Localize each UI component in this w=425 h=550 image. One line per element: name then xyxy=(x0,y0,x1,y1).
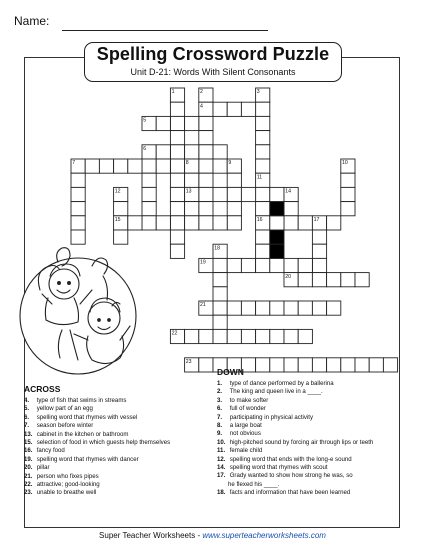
grid-cell[interactable] xyxy=(270,216,284,230)
grid-number: 6 xyxy=(143,146,147,152)
clue-number: 6. xyxy=(24,413,30,421)
grid-cell[interactable] xyxy=(213,187,227,201)
grid-cell[interactable] xyxy=(256,244,270,258)
clue-text-continued: he flexed his ____. xyxy=(228,480,280,488)
clue-text: type of dance performed by a ballerina xyxy=(228,380,334,387)
grid-cell[interactable] xyxy=(142,187,156,201)
grid-cell[interactable] xyxy=(270,301,284,315)
grid-cell[interactable] xyxy=(227,187,241,201)
grid-cell[interactable] xyxy=(213,329,227,343)
across-clue xyxy=(24,447,214,455)
grid-number: 11 xyxy=(256,174,263,181)
page-title: Spelling Crossword Puzzle xyxy=(96,44,330,64)
grid-cell[interactable] xyxy=(241,329,255,343)
clue-text: The king and queen live in a ____. xyxy=(228,388,323,396)
grid-cell[interactable] xyxy=(142,159,156,173)
down-clue xyxy=(217,422,417,430)
grid-number: 15 xyxy=(114,217,121,223)
clue-text: type of fish that swims in streams xyxy=(35,397,127,404)
clue-text: pillar xyxy=(35,464,50,472)
grid-cell[interactable] xyxy=(213,258,227,272)
grid-cell[interactable] xyxy=(341,187,355,201)
grid-cell[interactable] xyxy=(199,159,213,173)
grid-cell[interactable] xyxy=(156,116,170,130)
grid-cell-blocked xyxy=(270,244,284,258)
grid-number: 10 xyxy=(342,160,348,167)
grid-number: 19 xyxy=(200,259,206,266)
clue-text: full of wonder xyxy=(228,405,266,413)
grid-cell[interactable] xyxy=(284,329,298,343)
down-clue xyxy=(217,472,417,489)
across-clue xyxy=(24,489,214,497)
clue-number: 21. xyxy=(24,472,33,480)
grid-cell[interactable] xyxy=(71,230,85,244)
grid-number: 23 xyxy=(185,359,192,365)
grid-cell[interactable] xyxy=(298,301,312,315)
clue-number: 22. xyxy=(24,481,33,489)
clue-number: 20. xyxy=(24,464,33,472)
grid-number: 8 xyxy=(185,160,189,167)
down-clue xyxy=(217,439,417,447)
grid-cell[interactable] xyxy=(142,173,156,187)
across-clue xyxy=(24,405,214,413)
down-clue xyxy=(217,405,417,413)
grid-cell[interactable] xyxy=(256,301,270,315)
clue-number: 15. xyxy=(24,439,33,447)
grid-number: 2 xyxy=(200,89,203,96)
grid-cell[interactable] xyxy=(99,159,113,173)
grid-cell[interactable] xyxy=(71,216,85,230)
grid-number: 7 xyxy=(72,160,76,167)
clue-text: spelling word that rhymes with dancer xyxy=(35,455,139,463)
footer xyxy=(0,531,425,540)
footer-separator: - xyxy=(195,531,203,540)
grid-cell[interactable] xyxy=(170,159,184,173)
grid-number: 22 xyxy=(171,330,178,337)
grid-cell[interactable] xyxy=(312,273,326,287)
down-clue xyxy=(217,430,417,438)
grid-cell[interactable] xyxy=(227,216,241,230)
across-clues xyxy=(24,384,214,498)
grid-cell[interactable] xyxy=(241,187,255,201)
grid-cell[interactable] xyxy=(241,102,255,116)
down-clue xyxy=(217,388,417,396)
grid-cell[interactable] xyxy=(199,216,213,230)
clue-number: 10. xyxy=(217,438,226,446)
grid-cell[interactable] xyxy=(213,273,227,287)
grid-cell[interactable] xyxy=(284,216,298,230)
grid-cell[interactable] xyxy=(71,202,85,216)
grid-cell[interactable] xyxy=(213,315,227,329)
clue-number: 3. xyxy=(217,396,223,404)
grid-number: 9 xyxy=(228,160,232,167)
grid-cell[interactable] xyxy=(256,258,270,272)
clue-text: female child xyxy=(228,447,263,455)
grid-cell[interactable] xyxy=(213,301,227,315)
grid-cell[interactable] xyxy=(270,187,284,201)
clue-text: high-pitched sound by forcing air through lips or teeth xyxy=(228,438,374,446)
across-clue xyxy=(24,473,214,481)
grid-cell-blocked xyxy=(270,230,284,244)
clue-number: 11. xyxy=(217,447,226,455)
down-clue xyxy=(217,456,417,464)
grid-cell[interactable] xyxy=(170,116,184,130)
clue-number: 4. xyxy=(24,397,30,404)
grid-cell-blocked xyxy=(270,202,284,216)
grid-cell[interactable] xyxy=(312,244,326,258)
grid-cell[interactable] xyxy=(241,258,255,272)
grid-cell[interactable] xyxy=(227,173,241,187)
grid-cell[interactable] xyxy=(241,301,255,315)
grid-cell[interactable] xyxy=(213,287,227,301)
grid-cell[interactable] xyxy=(298,216,312,230)
clue-text: fancy food xyxy=(35,447,65,455)
grid-cell[interactable] xyxy=(256,329,270,343)
grid-number: 12 xyxy=(114,188,121,195)
kids-illustration xyxy=(20,248,136,374)
grid-cell[interactable] xyxy=(199,329,213,343)
grid-cell[interactable] xyxy=(213,159,227,173)
grid-cell[interactable] xyxy=(227,202,241,216)
grid-cell[interactable] xyxy=(114,159,128,173)
grid-cell[interactable] xyxy=(185,145,199,159)
grid-cell[interactable] xyxy=(170,173,184,187)
clue-text: to make softer xyxy=(228,396,269,404)
grid-cell[interactable] xyxy=(170,244,184,258)
grid-cell[interactable] xyxy=(213,216,227,230)
grid-cell[interactable] xyxy=(256,131,270,145)
clue-text: spelling word that rhymes with scout xyxy=(228,464,328,472)
clue-number: 13. xyxy=(24,430,33,438)
grid-cell[interactable] xyxy=(327,273,341,287)
across-clue xyxy=(24,439,214,447)
grid-cell[interactable] xyxy=(71,187,85,201)
grid-number: 21 xyxy=(200,302,206,309)
clue-number: 17. xyxy=(217,472,226,480)
clue-number: 18. xyxy=(217,489,226,497)
grid-cell[interactable] xyxy=(170,187,184,201)
grid-cell[interactable] xyxy=(185,202,199,216)
grid-cell[interactable] xyxy=(156,159,170,173)
grid-cell[interactable] xyxy=(71,173,85,187)
grid-cell[interactable] xyxy=(142,202,156,216)
grid-number: 20 xyxy=(285,273,291,280)
grid-cell[interactable] xyxy=(213,102,227,116)
grid-cell[interactable] xyxy=(170,230,184,244)
grid-cell[interactable] xyxy=(227,301,241,315)
down-clue xyxy=(217,489,417,497)
grid-cell[interactable] xyxy=(256,116,270,130)
clue-text: person who fixes pipes xyxy=(35,472,99,480)
grid-cell[interactable] xyxy=(256,145,270,159)
grid-cell[interactable] xyxy=(341,273,355,287)
across-clue xyxy=(24,456,214,464)
grid-cell[interactable] xyxy=(199,202,213,216)
clue-text: season before winter xyxy=(35,422,94,430)
clue-number: 8. xyxy=(217,422,223,430)
grid-number: 3 xyxy=(256,89,260,96)
clue-text: a large boat xyxy=(228,422,262,430)
grid-number: 14 xyxy=(285,188,291,195)
grid-cell[interactable] xyxy=(298,329,312,343)
grid-cell[interactable] xyxy=(256,202,270,216)
grid-cell[interactable] xyxy=(170,131,184,145)
grid-cell[interactable] xyxy=(213,145,227,159)
grid-cell[interactable] xyxy=(227,329,241,343)
grid-cell[interactable] xyxy=(227,102,241,116)
grid-cell[interactable] xyxy=(85,159,99,173)
grid-cell[interactable] xyxy=(156,145,170,159)
grid-cell[interactable] xyxy=(341,173,355,187)
grid-cell[interactable] xyxy=(312,230,326,244)
grid-cell[interactable] xyxy=(128,216,142,230)
clue-text: cabinet in the kitchen or bathroom xyxy=(35,430,129,438)
grid-cell[interactable] xyxy=(142,216,156,230)
grid-number: 16 xyxy=(256,217,263,223)
grid-cell[interactable] xyxy=(156,216,170,230)
grid-number: 17 xyxy=(313,217,320,223)
grid-cell[interactable] xyxy=(284,202,298,216)
grid-cell[interactable] xyxy=(227,258,241,272)
clue-text: selection of food in which guests help themselves xyxy=(35,439,171,447)
grid-cell[interactable] xyxy=(284,301,298,315)
grid-cell[interactable] xyxy=(185,329,199,343)
clue-text: attractive; good-looking xyxy=(35,481,100,489)
grid-cell[interactable] xyxy=(170,102,184,116)
grid-cell[interactable] xyxy=(199,358,213,372)
down-heading: DOWN xyxy=(217,367,244,377)
across-clue xyxy=(24,422,214,430)
grid-cell[interactable] xyxy=(256,159,270,173)
clue-number: 6. xyxy=(217,405,223,413)
clue-text: yellow part of an egg xyxy=(35,405,93,413)
grid-cell[interactable] xyxy=(312,258,326,272)
grid-number: 5 xyxy=(143,117,147,124)
clue-text: facts and information that have been learned xyxy=(228,489,351,497)
grid-cell[interactable] xyxy=(270,329,284,343)
grid-number: 4 xyxy=(200,103,203,110)
grid-cell[interactable] xyxy=(298,258,312,272)
down-clue xyxy=(217,380,417,388)
grid-cell[interactable] xyxy=(199,145,213,159)
grid-cell[interactable] xyxy=(199,116,213,130)
clue-number: 12. xyxy=(217,455,226,463)
clue-number: 14. xyxy=(217,464,226,472)
grid-cell[interactable] xyxy=(128,159,142,173)
grid-cell[interactable] xyxy=(185,173,199,187)
clue-text: spelling word that ends with the long-e sound xyxy=(228,455,352,463)
grid-cell[interactable] xyxy=(355,273,369,287)
clue-text: unable to breathe well xyxy=(35,489,97,497)
across-clue xyxy=(24,397,214,405)
grid-cell[interactable] xyxy=(327,301,341,315)
grid-number: 13 xyxy=(185,188,192,195)
clue-number: 7. xyxy=(24,422,30,430)
footer-brand: Super Teacher Worksheets xyxy=(99,531,196,540)
clue-number: 23. xyxy=(24,489,33,497)
clue-number: 7. xyxy=(217,413,223,421)
grid-cell[interactable] xyxy=(170,216,184,230)
across-clue xyxy=(24,431,214,439)
grid-cell[interactable] xyxy=(170,145,184,159)
grid-cell[interactable] xyxy=(341,202,355,216)
page-subtitle: Unit D-21: Words With Silent Consonants xyxy=(130,67,296,77)
grid-cell[interactable] xyxy=(114,230,128,244)
grid-cell[interactable] xyxy=(256,187,270,201)
down-clue xyxy=(217,414,417,422)
grid-cell[interactable] xyxy=(170,202,184,216)
clue-number: 5. xyxy=(24,405,30,413)
down-clue xyxy=(217,464,417,472)
clue-number: 9. xyxy=(217,430,223,438)
clue-text: spelling word that rhymes with vessel xyxy=(35,413,138,421)
clue-number: 16. xyxy=(24,447,33,455)
grid-cell[interactable] xyxy=(284,258,298,272)
grid-cell[interactable] xyxy=(256,102,270,116)
clue-text: not obvious xyxy=(228,430,261,438)
grid-cell[interactable] xyxy=(270,258,284,272)
grid-cell[interactable] xyxy=(256,230,270,244)
grid-cell[interactable] xyxy=(312,301,326,315)
grid-cell[interactable] xyxy=(199,131,213,145)
footer-url[interactable]: www.superteacherworksheets.com xyxy=(202,531,326,540)
grid-cell[interactable] xyxy=(185,116,199,130)
down-clue xyxy=(217,397,417,405)
clue-number: 2. xyxy=(217,388,223,396)
across-clue xyxy=(24,414,214,422)
grid-cell[interactable] xyxy=(199,187,213,201)
grid-number: 18 xyxy=(214,245,220,252)
grid-cell[interactable] xyxy=(298,273,312,287)
grid-cell[interactable] xyxy=(114,202,128,216)
name-label: Name: xyxy=(14,14,50,28)
across-clue xyxy=(24,481,214,489)
clue-text: Grady wanted to show how strong he was, so xyxy=(228,472,353,480)
clue-text: participating in physical activity xyxy=(228,413,314,421)
grid-number: 1 xyxy=(171,89,175,96)
grid-cell[interactable] xyxy=(327,216,341,230)
grid-cell[interactable] xyxy=(199,173,213,187)
down-clues xyxy=(217,367,417,498)
across-heading: ACROSS xyxy=(24,384,61,394)
grid-cell[interactable] xyxy=(185,216,199,230)
across-clue xyxy=(24,464,214,472)
clue-number: 19. xyxy=(24,455,33,463)
clue-number: 1. xyxy=(217,380,223,387)
down-clue xyxy=(217,447,417,455)
